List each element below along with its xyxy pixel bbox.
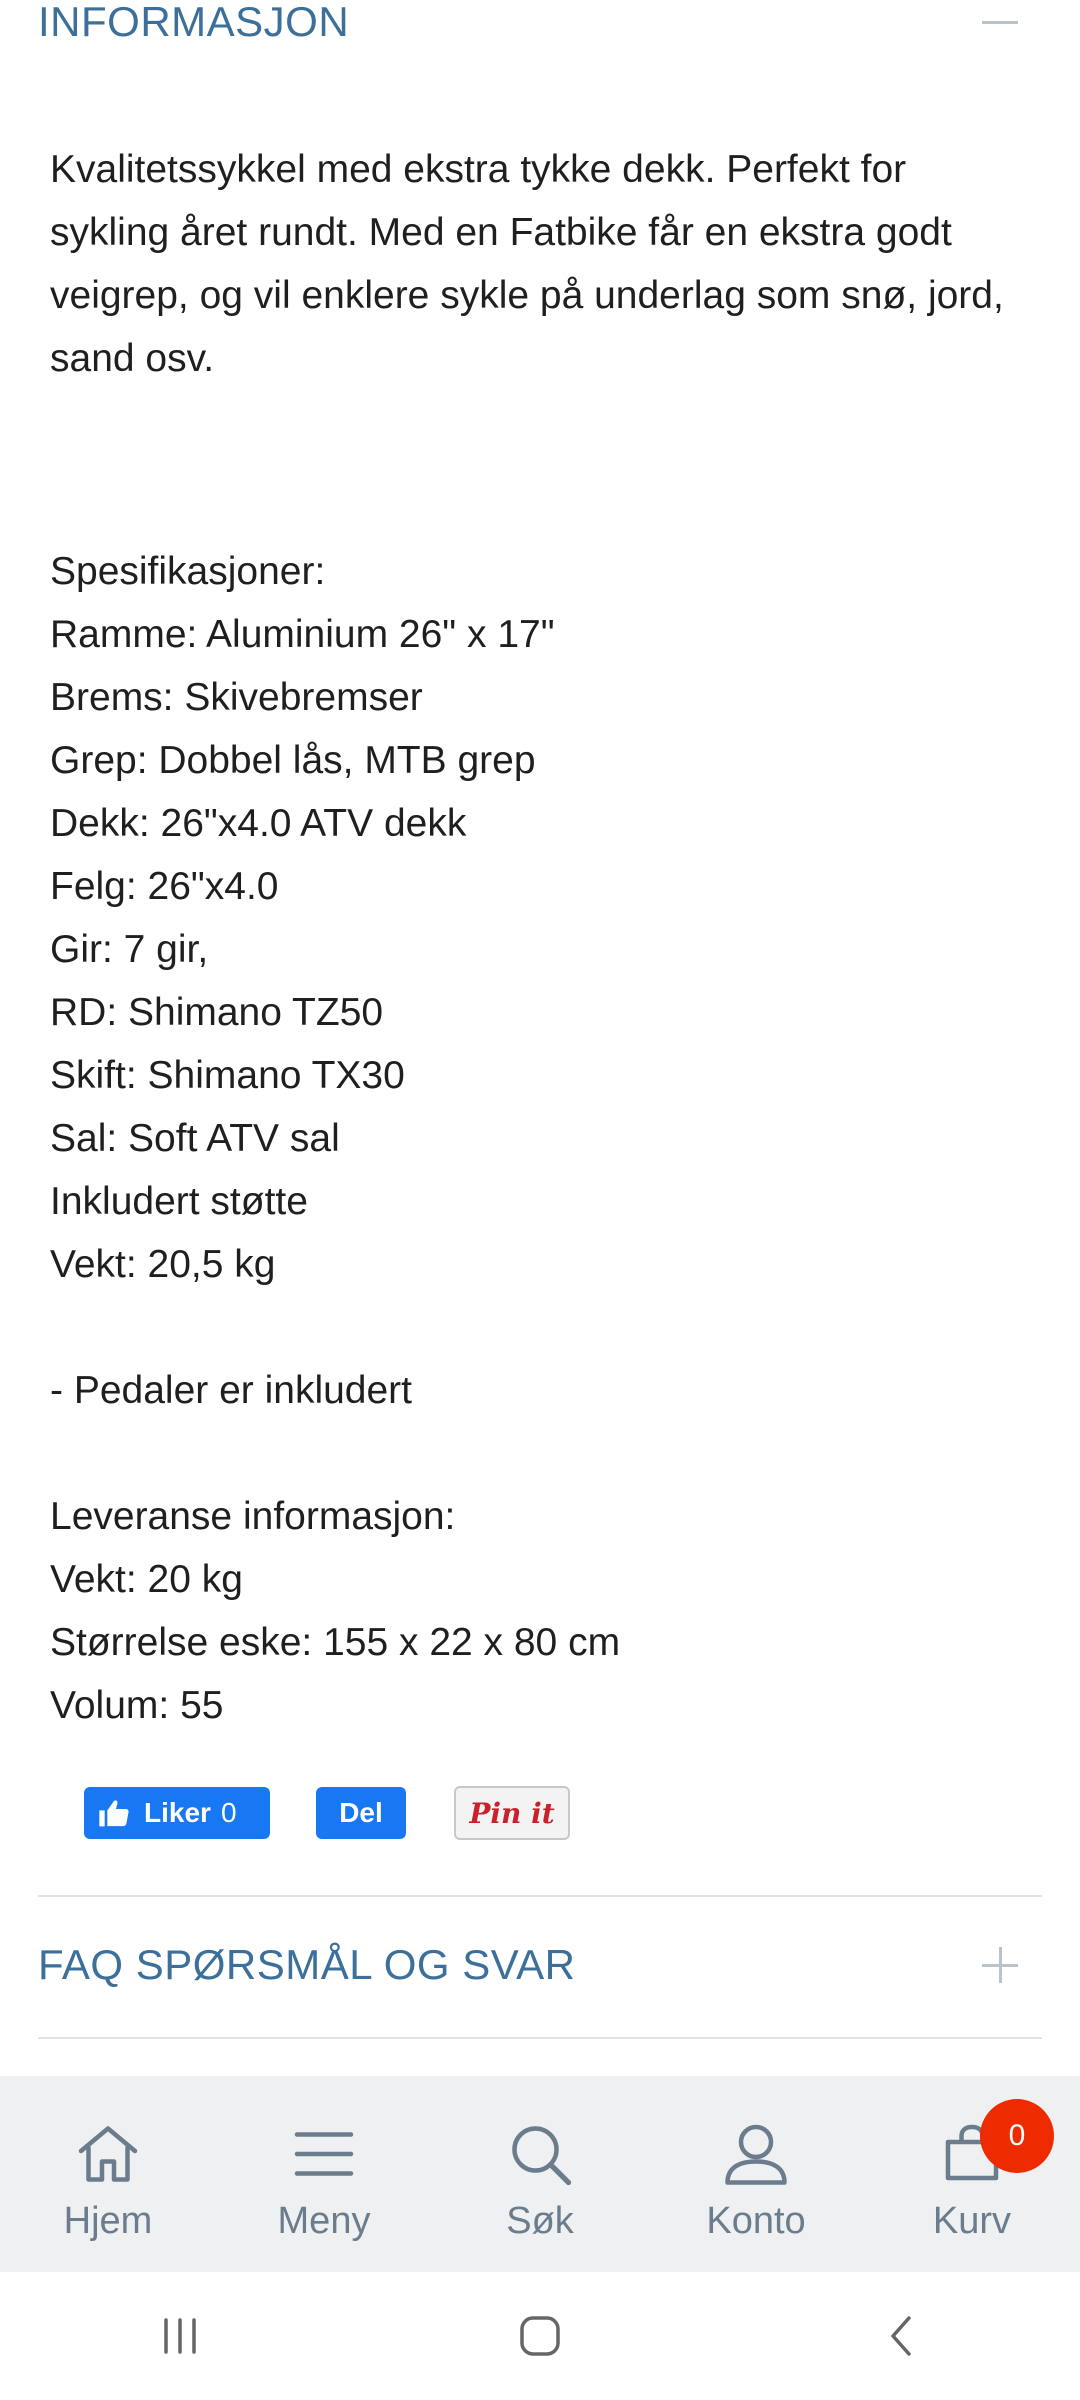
nav-home[interactable]	[18, 2076, 198, 2243]
delivery-line: Størrelse eske: 155 x 22 x 80 cm	[50, 1621, 621, 1664]
home-square-icon	[518, 2314, 562, 2358]
back-chevron-icon	[885, 2314, 915, 2358]
spec-line: Sal: Soft ATV sal	[50, 1117, 340, 1160]
spec-line: Gir: 7 gir,	[50, 928, 209, 971]
product-description: Kvalitetssykkel med ekstra tykke dekk. Perfekt for sykling året rundt. Med en Fatbike får en ekstra godt veigrep, og vil enklere sykle på underlag som snø, jord, sand osv.	[50, 148, 1004, 380]
account-icon	[720, 2118, 792, 2190]
faq-section-title: FAQ SPØRSMÅL OG SVAR	[38, 1941, 576, 1988]
recent-apps-button[interactable]	[120, 2296, 240, 2376]
nav-menu[interactable]	[234, 2076, 414, 2243]
spec-line: Brems: Skivebremser	[50, 676, 423, 719]
home-system-button[interactable]	[480, 2296, 600, 2376]
nav-search[interactable]	[450, 2076, 630, 2243]
divider	[38, 2037, 1042, 2039]
delivery-line: Vekt: 20 kg	[50, 1558, 243, 1601]
spec-line: RD: Shimano TZ50	[50, 991, 384, 1034]
search-icon	[504, 2118, 576, 2190]
facebook-like-button[interactable]	[84, 1787, 270, 1839]
spec-list	[50, 540, 1030, 1737]
facebook-share-button[interactable]: Del	[316, 1787, 406, 1839]
faq-section-header[interactable]	[38, 1935, 1042, 1995]
spec-line: Ramme: Aluminium 26" x 17"	[50, 613, 555, 656]
recent-apps-icon	[158, 2316, 202, 2356]
nav-cart[interactable]	[882, 2076, 1062, 2243]
bottom-nav	[0, 2076, 1080, 2272]
spec-line: Skift: Shimano TX30	[50, 1054, 405, 1097]
nav-label: Søk	[506, 2200, 574, 2242]
delivery-line: Volum: 55	[50, 1684, 224, 1727]
menu-icon	[288, 2118, 360, 2190]
back-system-button[interactable]	[840, 2296, 960, 2376]
nav-label: Kurv	[932, 2200, 1012, 2242]
cart-count-badge: 0	[980, 2099, 1054, 2173]
like-count: 0	[220, 1797, 237, 1828]
spec-line: Inkludert støtte	[50, 1180, 308, 1223]
divider	[38, 1895, 1042, 1897]
spec-line: Dekk: 26"x4.0 ATV dekk	[50, 802, 467, 845]
nav-account[interactable]	[666, 2076, 846, 2243]
spec-heading: Spesifikasjoner:	[50, 550, 326, 593]
thumbs-up-icon	[98, 1798, 130, 1828]
nav-label: Konto	[706, 2200, 806, 2242]
like-label: Liker	[144, 1797, 211, 1828]
spec-line: Grep: Dobbel lås, MTB grep	[50, 739, 536, 782]
system-navigation-bar	[0, 2272, 1080, 2400]
spec-line: Felg: 26"x4.0	[50, 865, 279, 908]
pin-it-button[interactable]: Pin it	[454, 1786, 570, 1840]
share-buttons	[84, 1786, 570, 1840]
nav-label: Hjem	[63, 2200, 153, 2242]
info-section-header[interactable]	[38, 0, 1042, 52]
plus-icon[interactable]	[982, 1947, 1018, 1983]
pedals-note: - Pedaler er inkludert	[50, 1369, 413, 1412]
home-icon	[72, 2118, 144, 2190]
spec-line: Vekt: 20,5 kg	[50, 1243, 276, 1286]
delivery-heading: Leveranse informasjon:	[50, 1495, 456, 1538]
nav-label: Meny	[277, 2200, 371, 2242]
info-section-title: INFORMASJON	[38, 0, 350, 45]
minus-icon[interactable]	[982, 4, 1018, 40]
